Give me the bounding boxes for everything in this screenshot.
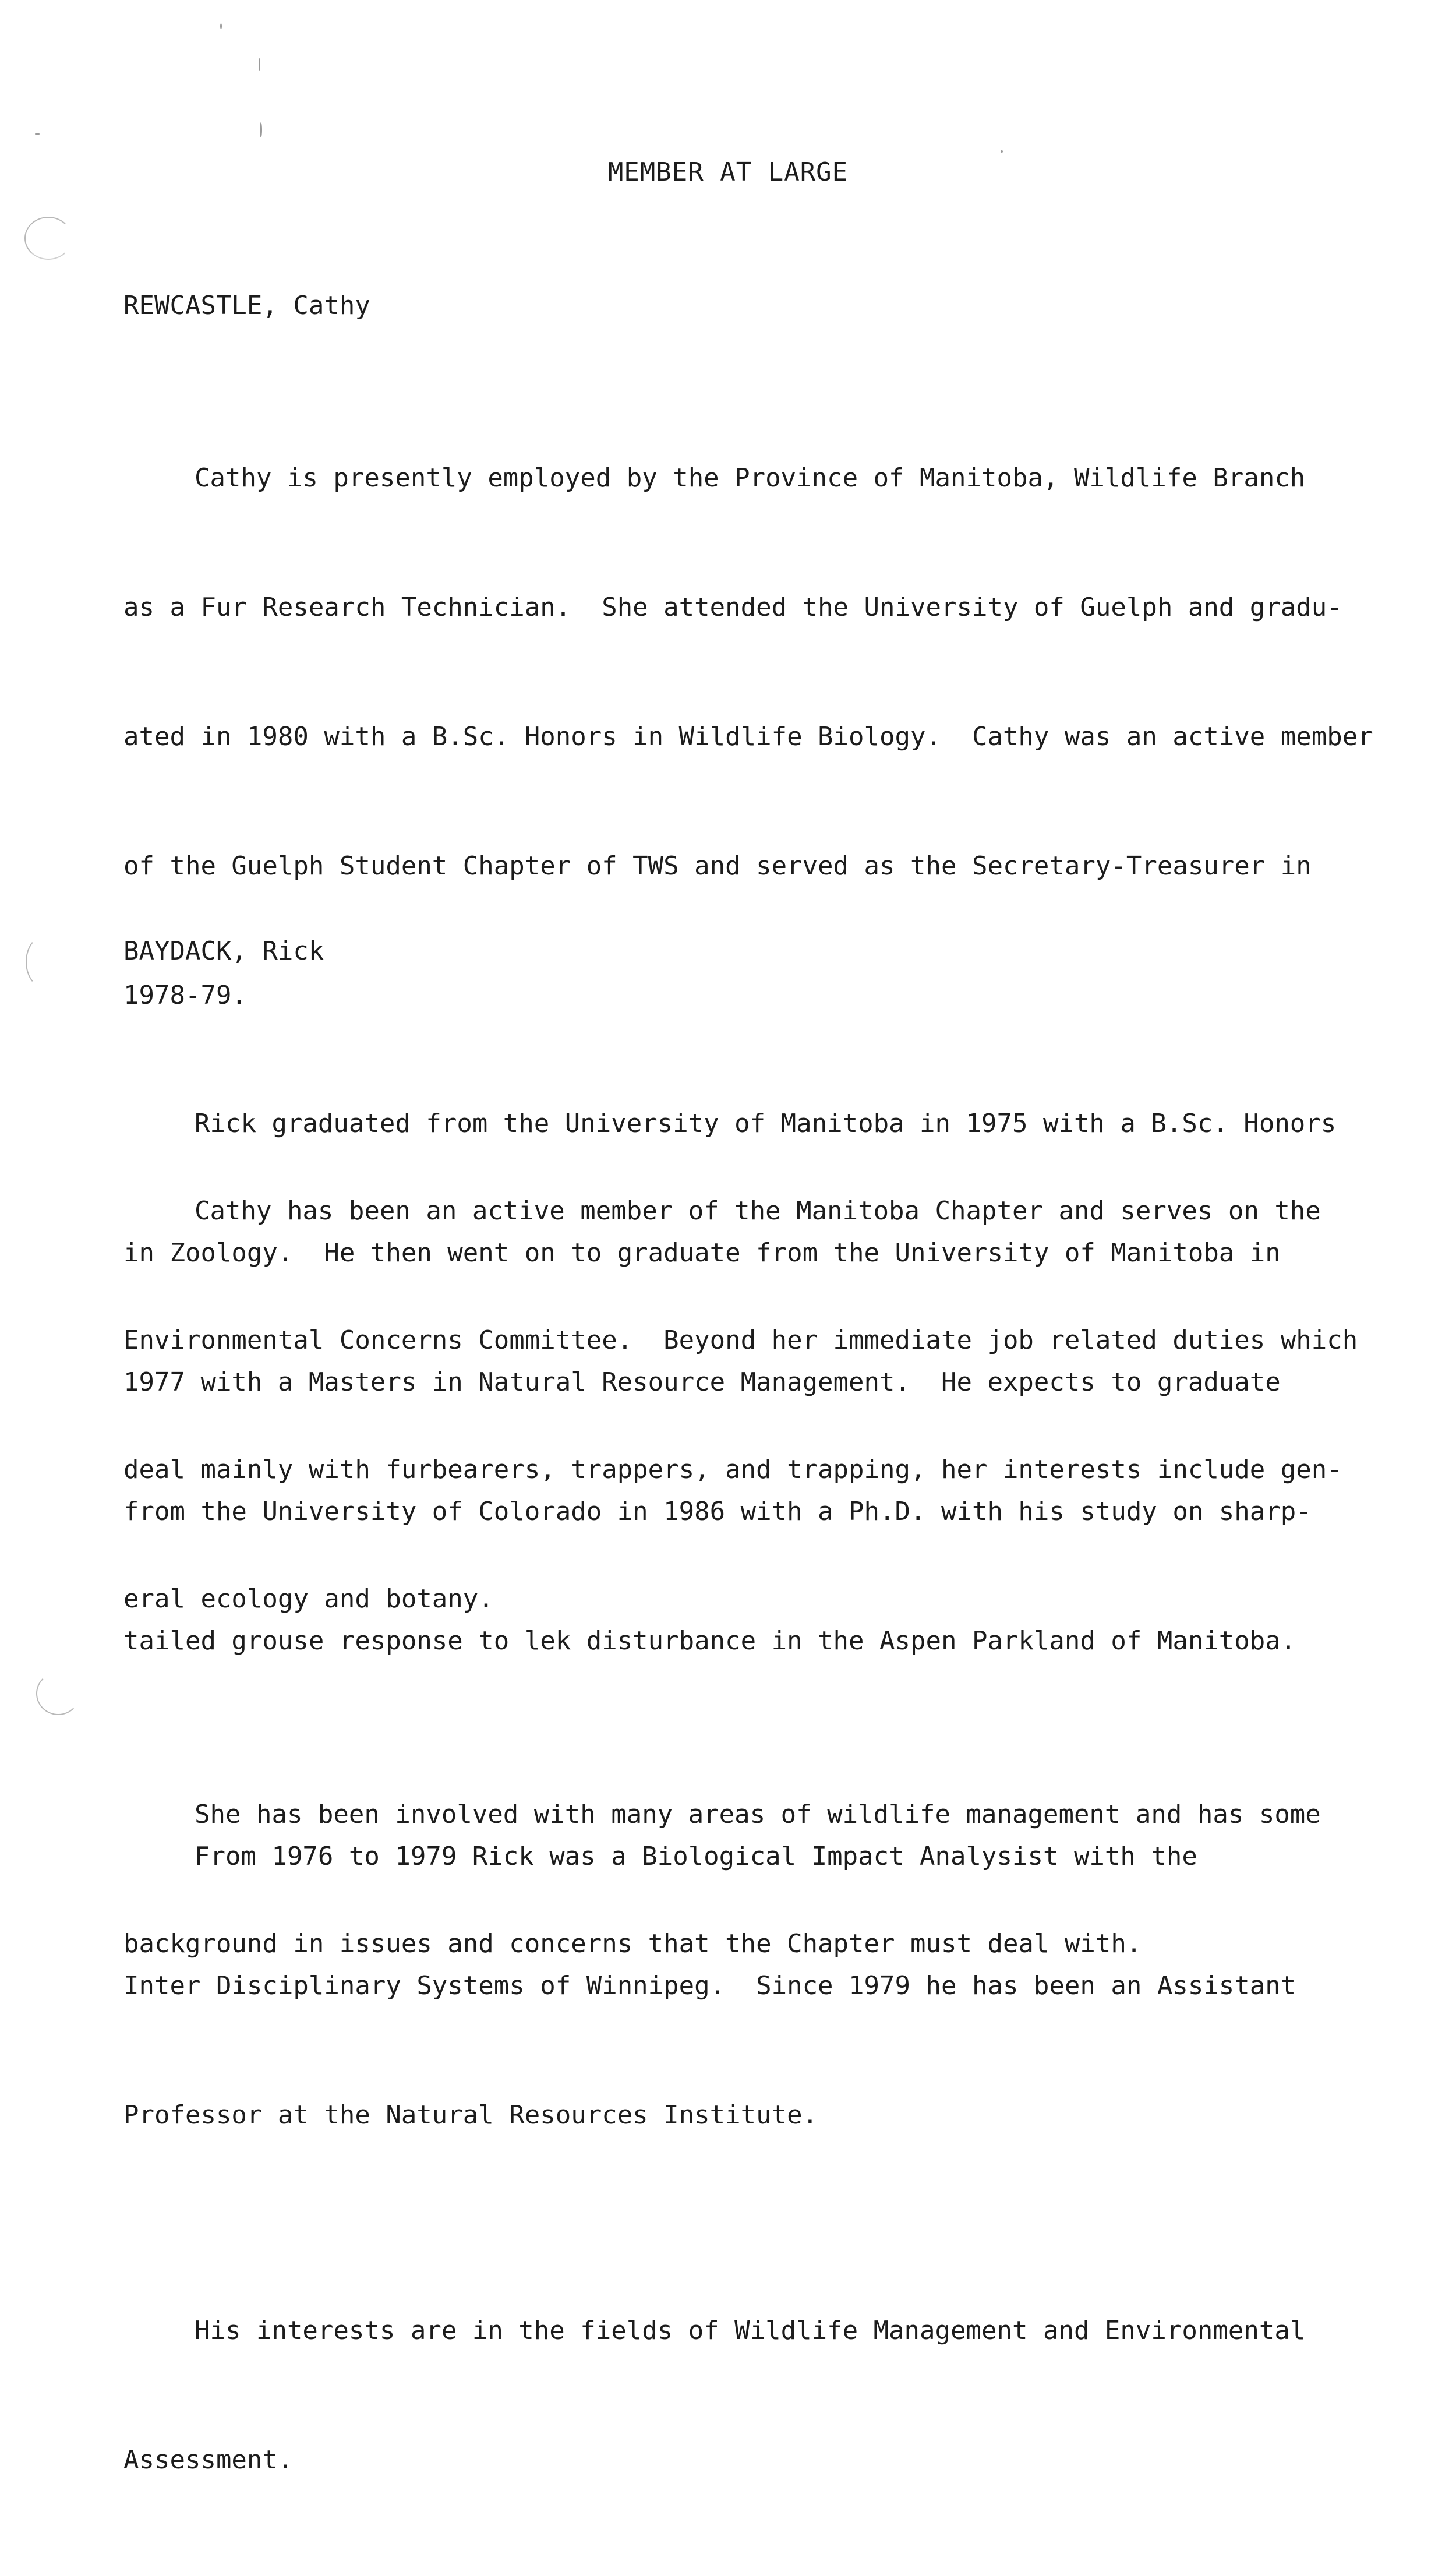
- bio-paragraph: [123, 1749, 1321, 2223]
- scan-speck: [220, 23, 222, 29]
- bio-line: Cathy is presently employed by the Province of Manitoba, Wildlife Branch: [195, 463, 1306, 493]
- bio-line: background in issues and concerns that the Chapter must deal with.: [123, 1929, 1142, 1959]
- bio-line: Environmental Concerns Committee. Beyond her immediate job related duties which: [123, 1325, 1358, 1355]
- bio-line: deal mainly with furbearers, trappers, and trapping, her interests include gen-: [123, 1455, 1342, 1484]
- bio-paragraph: [123, 2223, 1306, 2568]
- scan-speck: [259, 58, 260, 71]
- bio-line: His interests are in the fields of Wildlife Management and Environmental: [195, 2316, 1306, 2345]
- scan-speck: [1001, 150, 1003, 153]
- bio-line: as a Fur Research Technician. She attended the University of Guelph and gradu-: [123, 592, 1342, 622]
- bio-line: from the University of Colorado in 1986 with a Ph.D. with his study on sharp-: [123, 1497, 1312, 1526]
- bio-paragraph: [123, 1016, 1358, 1749]
- binder-hole-mark: [26, 936, 63, 988]
- bio-line: in Zoology. He then went on to graduate from the University of Manitoba in: [123, 1238, 1281, 1268]
- bio-line: Professor at the Natural Resources Institute.: [123, 2100, 818, 2130]
- bio-line: Inter Disciplinary Systems of Winnipeg. Since 1979 he has been an Assistant: [123, 1971, 1296, 2001]
- candidate-name: REWCASTLE, Cathy: [123, 291, 370, 320]
- bio-line: Assessment.: [123, 2445, 294, 2475]
- bio-line: ated in 1980 with a B.Sc. Honors in Wildlife Biology. Cathy was an active member: [123, 722, 1373, 752]
- page-title: MEMBER AT LARGE: [607, 157, 849, 187]
- bio-line: 1977 with a Masters in Natural Resource Management. He expects to graduate: [123, 1367, 1281, 1397]
- bio-line: Cathy has been an active member of the Manitoba Chapter and serves on the: [195, 1196, 1321, 1226]
- bio-line: tailed grouse response to lek disturbance in the Aspen Parkland of Manitoba.: [123, 1626, 1296, 1656]
- candidate-name: BAYDACK, Rick: [123, 936, 324, 966]
- bio-line: 1978-79.: [123, 980, 247, 1010]
- scan-speck: [35, 133, 40, 135]
- bio-line: From 1976 to 1979 Rick was a Biological Impact Analysist with the: [195, 1842, 1197, 1871]
- binder-hole-mark: [24, 217, 72, 260]
- candidate-section: [123, 930, 1358, 2568]
- scan-speck: [260, 122, 262, 137]
- bio-line: Rick graduated from the University of Manitoba in 1975 with a B.Sc. Honors: [195, 1109, 1337, 1138]
- binder-hole-mark: [36, 1672, 80, 1715]
- bio-line: eral ecology and botany.: [123, 1584, 494, 1614]
- bio-line: of the Guelph Student Chapter of TWS and served as the Secretary-Treasurer in: [123, 851, 1312, 881]
- bio-line: She has been involved with many areas of wildlife management and has some: [195, 1800, 1321, 1829]
